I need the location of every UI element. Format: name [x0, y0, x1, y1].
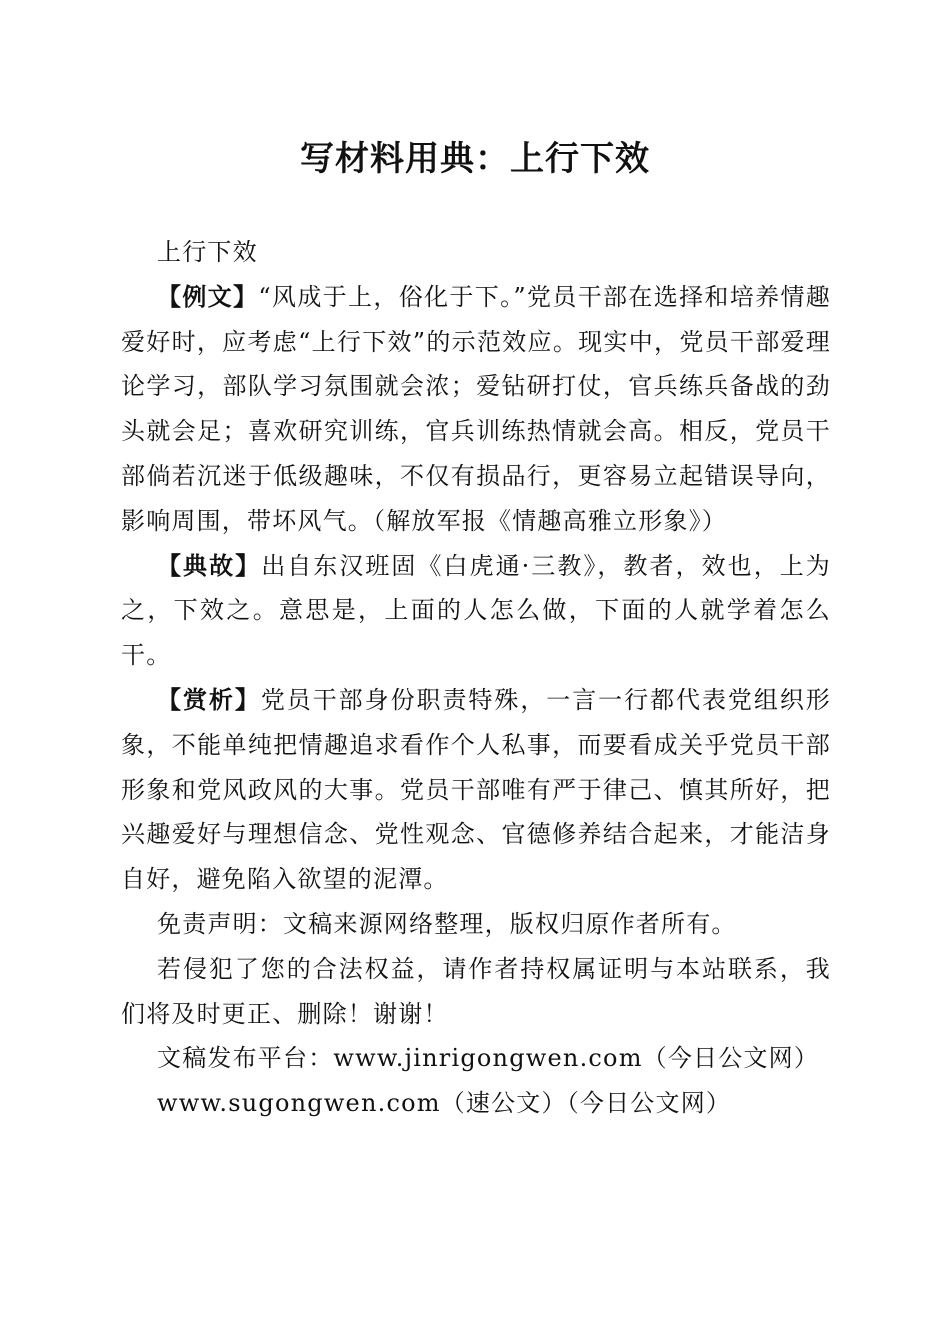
document-body — [121, 230, 831, 1126]
analysis-text: 党员干部身份职责特殊，一言一行都代表党组织形象，不能单纯把情趣追求看作个人私事，而要看成关乎党员干部形象和党风政风的大事。党员干部唯有严于律己、慎其所好，把兴趣爱好与理想信念、党性观念、官德修养结合起来，才能洁身自好，避免陷入欲望的泥潭。 — [121, 685, 831, 894]
example-text: “风成于上，俗化于下。”党员干部在选择和培养情趣爱好时，应考虑“上行下效”的示范效应。现实中，党员干部爱理论学习，部队学习氛围就会浓；爱钻研打仗，官兵练兵备战的劲头就会足；喜欢研究训练，官兵训练热情就会高。相反，党员干部倘若沉迷于低级趣味，不仅有损品行，更容易立起错误导向，影响周围，带坏风气。（解放军报《情趣高雅立形象》） — [121, 282, 831, 535]
allusion-text: 出自东汉班固《白虎通·三教》，教者，效也，上为之，下效之。意思是，上面的人怎么做，下面的人就学着怎么干。 — [121, 551, 831, 670]
allusion-paragraph — [121, 544, 831, 678]
analysis-paragraph — [121, 678, 831, 902]
platform2-paragraph: www.sugongwen.com（速公文）（今日公文网） — [157, 1089, 732, 1118]
disclaimer-paragraph: 免责声明：文稿来源网络整理，版权归原作者所有。 — [157, 909, 737, 938]
contact-paragraph: 若侵犯了您的合法权益，请作者持权属证明与本站联系，我们将及时更正、删除！谢谢！ — [121, 954, 831, 1028]
example-label: 【例文】 — [157, 281, 259, 311]
example-paragraph — [121, 275, 831, 544]
document-title: 写材料用典：上行下效 — [300, 139, 650, 179]
heading-paragraph: 上行下效 — [157, 238, 258, 266]
platform-paragraph: 文稿发布平台：www.jinrigongwen.com（今日公文网） — [157, 1044, 820, 1073]
allusion-label: 【典故】 — [157, 550, 262, 580]
analysis-label: 【赏析】 — [157, 684, 261, 714]
